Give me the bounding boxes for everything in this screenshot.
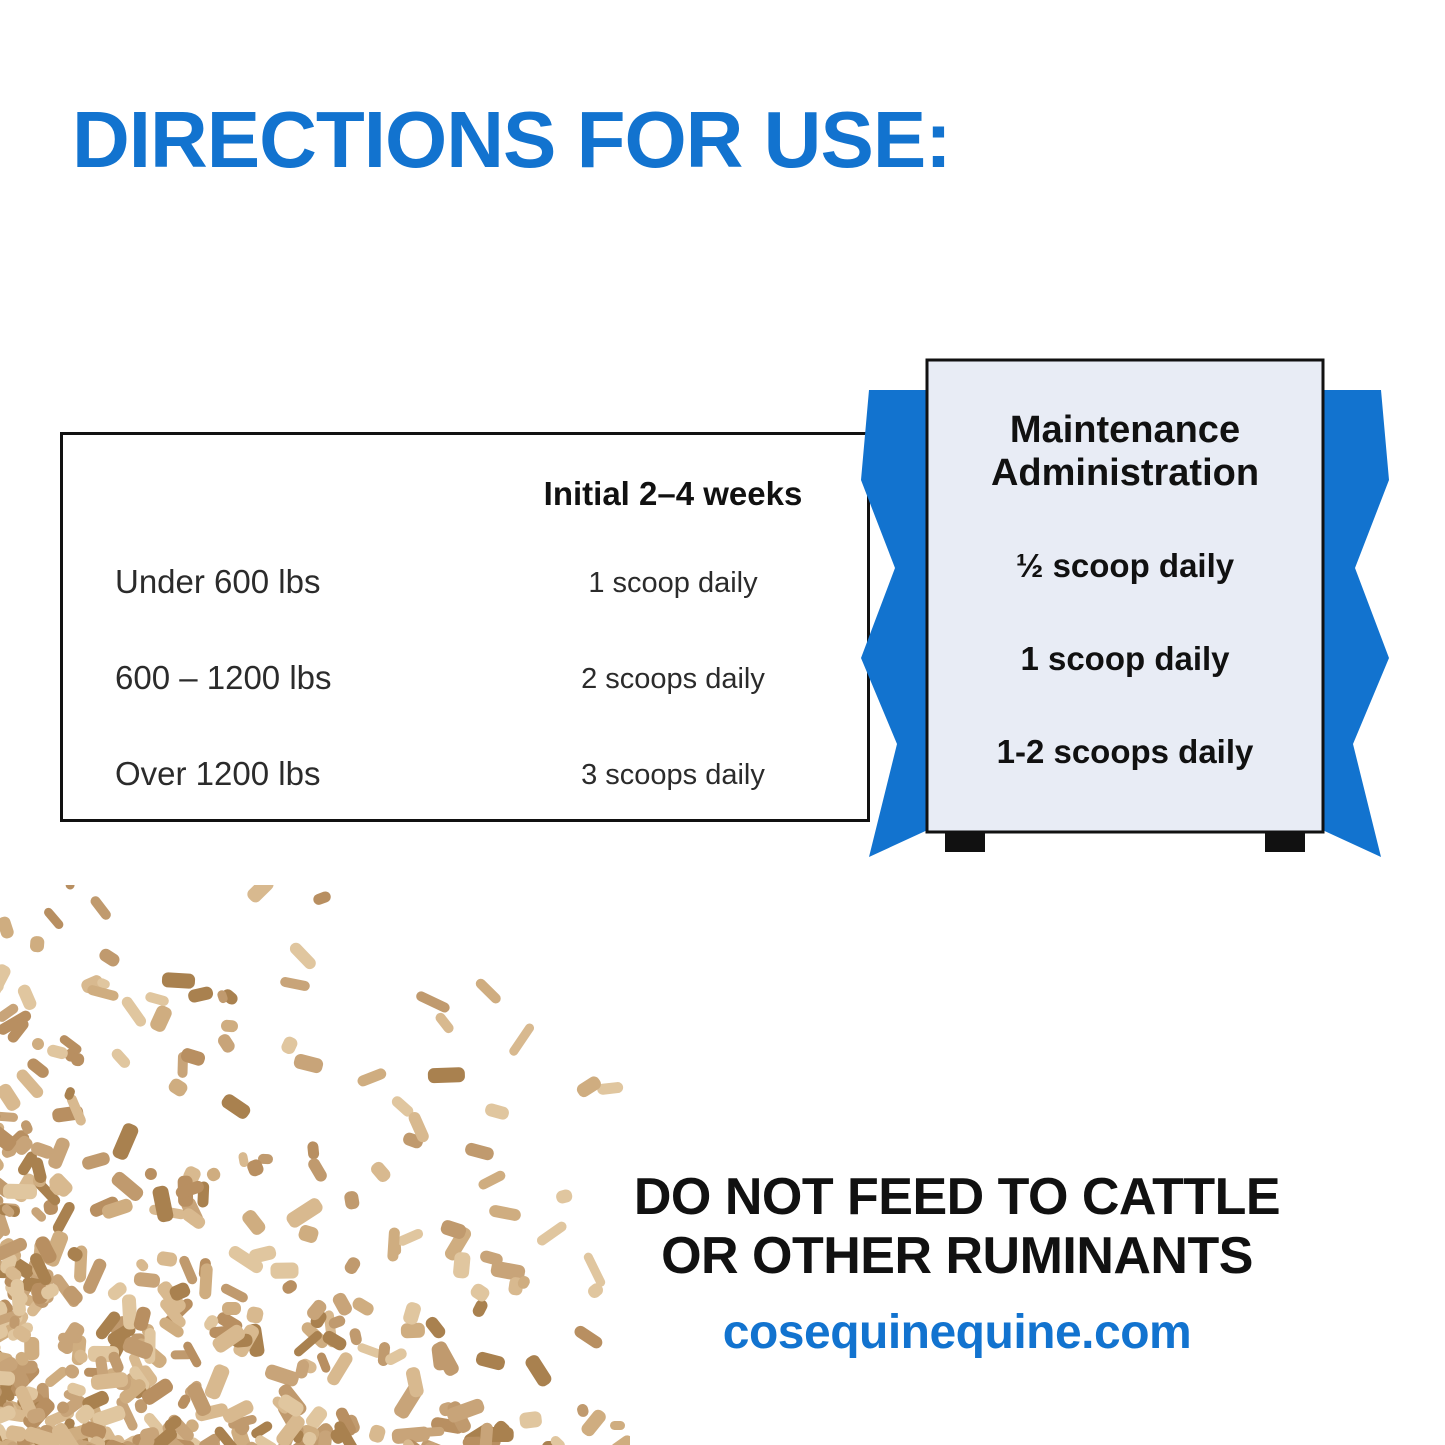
table-column-header-initial: Initial 2–4 weeks: [543, 475, 803, 512]
banner-dose: ½ scoop daily: [1015, 546, 1235, 584]
warning-text: [577, 1168, 1337, 1286]
table-cell-dose: 2 scoops daily: [581, 663, 765, 695]
website-link[interactable]: cosequinequine.com: [722, 1306, 1192, 1359]
maintenance-banner: [855, 352, 1395, 862]
table-row: [63, 563, 867, 659]
table-cell-dose: 1 scoop daily: [588, 567, 758, 599]
table-cell-weight: Under 600 lbs: [115, 563, 321, 600]
page-title: DIRECTIONS FOR USE:: [72, 95, 951, 184]
banner-dose: 1-2 scoops daily: [996, 732, 1254, 770]
table-cell-weight: 600 – 1200 lbs: [115, 659, 332, 696]
banner-title: [930, 409, 1320, 495]
banner-title-line2: Administration: [990, 451, 1260, 494]
banner-title-line1: Maintenance: [1009, 409, 1241, 451]
table-cell-dose: 3 scoops daily: [581, 759, 765, 791]
table-row: [63, 755, 867, 851]
banner-dose: 1 scoop daily: [1020, 639, 1230, 677]
pellet-pile-image: [0, 885, 630, 1445]
warning-line-1: DO NOT FEED TO CATTLE: [633, 1168, 1281, 1226]
table-cell-weight: Over 1200 lbs: [115, 755, 321, 792]
warning-line-2: OR OTHER RUMINANTS: [661, 1226, 1253, 1285]
dosage-table: [60, 432, 870, 822]
table-row: [63, 659, 867, 755]
